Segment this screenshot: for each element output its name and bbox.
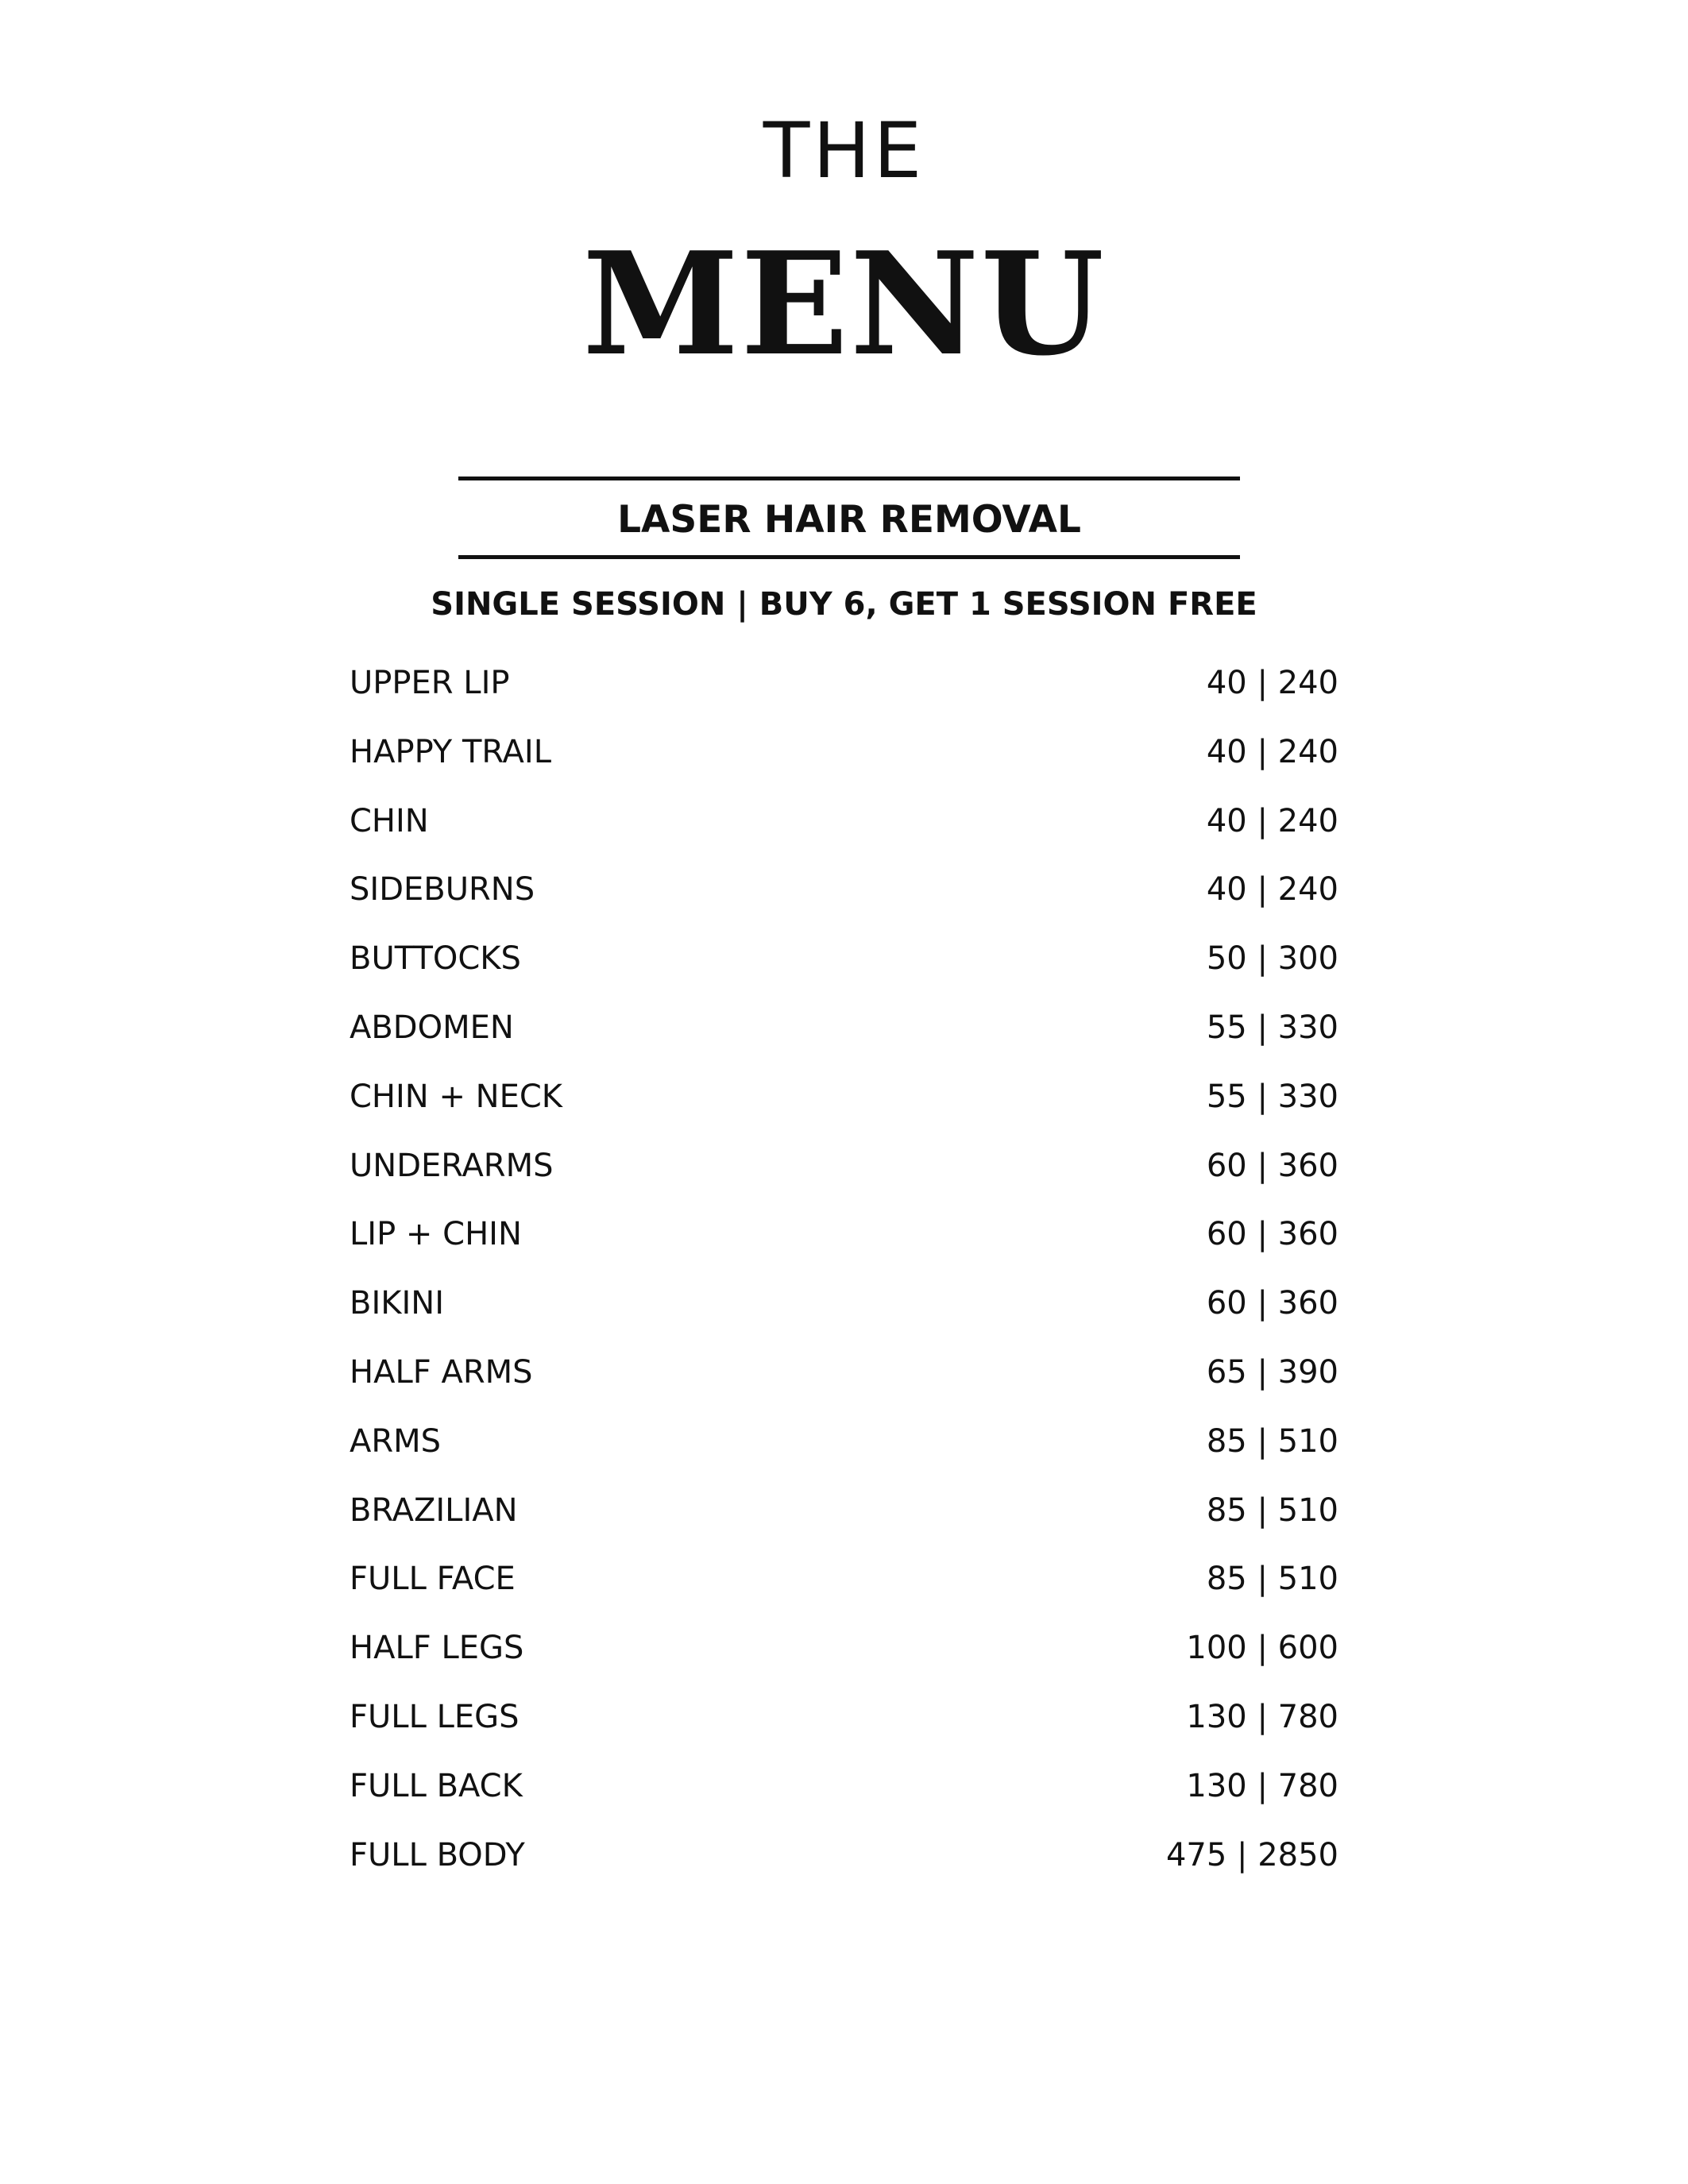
section-divider-bottom	[458, 555, 1240, 559]
price-row	[350, 730, 1338, 799]
price-list	[350, 661, 1338, 1901]
service-name: UPPER LIP	[350, 665, 510, 701]
price-row	[350, 1350, 1338, 1419]
menu-title-main: MENU	[582, 221, 1106, 387]
service-name: BRAZILIAN	[350, 1491, 518, 1529]
section-divider-top	[458, 477, 1240, 480]
service-price: 65 | 390	[1206, 1353, 1338, 1391]
service-name: CHIN + NECK	[350, 1078, 563, 1115]
service-name: CHIN	[350, 802, 429, 839]
price-row	[350, 1488, 1338, 1557]
service-name: ABDOMEN	[350, 1009, 514, 1046]
service-price: 100 | 600	[1186, 1630, 1338, 1667]
price-row	[350, 1005, 1338, 1075]
service-price: 85 | 510	[1206, 1491, 1338, 1529]
price-row	[350, 1695, 1338, 1764]
service-price: 85 | 510	[1206, 1561, 1338, 1598]
service-name: BIKINI	[350, 1285, 444, 1322]
price-row	[350, 867, 1338, 936]
service-price: 55 | 330	[1206, 1078, 1338, 1115]
service-name: HAPPY TRAIL	[350, 733, 552, 770]
service-price: 60 | 360	[1206, 1147, 1338, 1184]
service-price: 40 | 240	[1206, 733, 1338, 770]
price-row	[350, 1626, 1338, 1695]
service-price: 50 | 300	[1206, 940, 1338, 978]
service-price: 475 | 2850	[1165, 1836, 1338, 1873]
service-name: LIP + CHIN	[350, 1216, 522, 1253]
price-row	[350, 661, 1338, 730]
service-name: ARMS	[350, 1422, 442, 1460]
service-name: UNDERARMS	[350, 1147, 554, 1184]
price-row	[350, 1557, 1338, 1626]
service-name: FULL FACE	[350, 1561, 516, 1598]
service-price: 85 | 510	[1206, 1422, 1338, 1460]
price-row	[350, 1212, 1338, 1281]
service-price: 40 | 240	[1206, 665, 1338, 701]
menu-title-the: THE	[763, 106, 925, 195]
price-row	[350, 1833, 1338, 1902]
service-price: 60 | 360	[1206, 1216, 1338, 1253]
service-name: FULL LEGS	[350, 1698, 520, 1735]
service-price: 130 | 780	[1186, 1698, 1338, 1735]
service-price: 55 | 330	[1206, 1009, 1338, 1046]
price-row	[350, 1281, 1338, 1350]
price-row	[350, 1764, 1338, 1833]
price-row	[350, 1419, 1338, 1488]
price-row	[350, 799, 1338, 868]
service-price: 40 | 240	[1206, 871, 1338, 909]
service-name: FULL BODY	[350, 1836, 525, 1873]
price-row	[350, 1075, 1338, 1144]
section-heading: LASER HAIR REMOVAL	[617, 498, 1081, 542]
pricing-subheading: SINGLE SESSION | BUY 6, GET 1 SESSION FREE	[431, 586, 1257, 623]
service-price: 40 | 240	[1206, 802, 1338, 839]
service-name: HALF LEGS	[350, 1630, 524, 1667]
service-name: BUTTOCKS	[350, 940, 521, 978]
service-name: FULL BACK	[350, 1767, 523, 1804]
price-row	[350, 1144, 1338, 1213]
service-price: 130 | 780	[1186, 1767, 1338, 1804]
service-name: HALF ARMS	[350, 1353, 533, 1391]
service-price: 60 | 360	[1206, 1285, 1338, 1322]
service-name: SIDEBURNS	[350, 871, 535, 909]
price-row	[350, 936, 1338, 1005]
